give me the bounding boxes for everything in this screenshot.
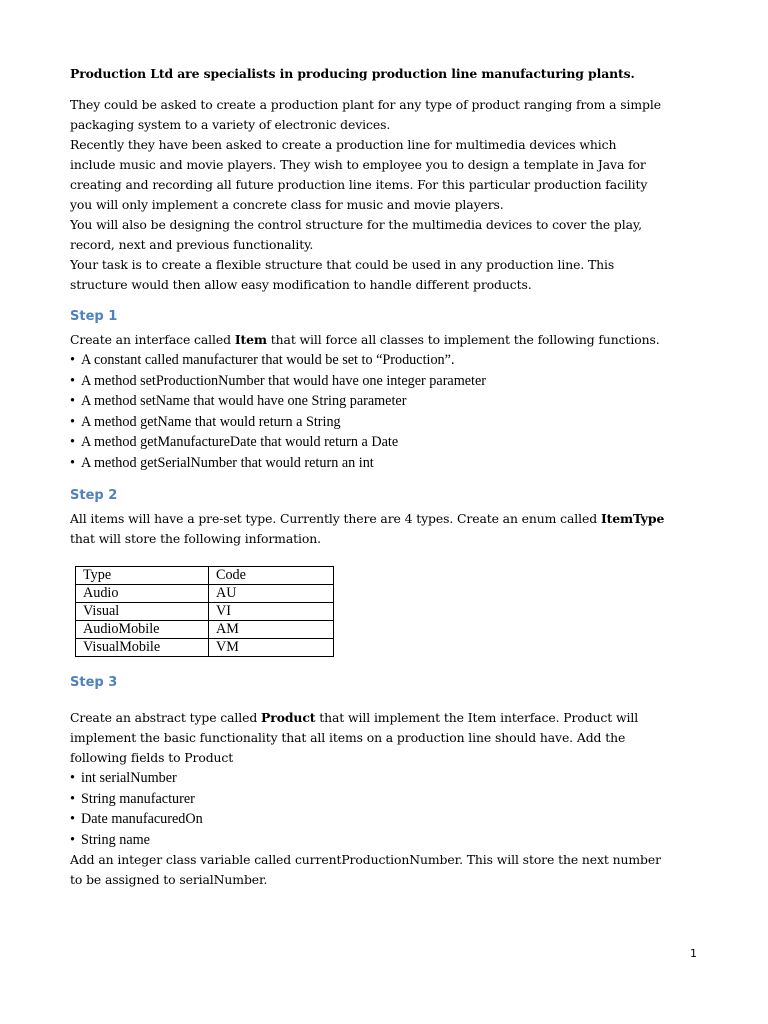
intro-line: Your task is to create a flexible structure that could be used in any production line. This (70, 257, 615, 272)
bullet-icon: • (70, 811, 75, 827)
step2-title: Step 2 (70, 488, 118, 503)
list-item (70, 371, 710, 392)
bullet-icon: • (70, 454, 75, 471)
list-item (70, 768, 710, 789)
list-item (70, 350, 710, 371)
step1-bullet-list (70, 350, 710, 473)
list-item (70, 432, 710, 453)
step3-line-text-end: that will implement the Item interface. Product will (315, 710, 639, 725)
bullet-icon: • (70, 770, 75, 786)
step1-intro-keyword: Item (234, 332, 267, 347)
bullet-icon: • (70, 434, 75, 450)
step3-closing-line: Add an integer class variable called currentProductionNumber. This will store the next number (70, 852, 661, 867)
bullet-icon: • (70, 352, 75, 368)
table-cell: AU (209, 585, 334, 603)
list-item (70, 830, 710, 851)
step3-line (70, 708, 710, 728)
intro-line: include music and movie players. They wish to employee you to design a template in Java for (70, 157, 646, 172)
step1-intro (70, 330, 710, 350)
table-row (76, 585, 334, 603)
list-item-text: A method getManufactureDate that would return a Date (81, 434, 399, 450)
table-header-row (76, 567, 334, 585)
list-item-text: A method setProductionNumber that would have one integer parameter (81, 372, 487, 389)
list-item (70, 789, 710, 810)
step3-line: following fields to Product (70, 750, 234, 765)
table-cell: VI (209, 603, 334, 621)
step3-bullet-list (70, 768, 710, 850)
step2-line (70, 509, 710, 529)
bullet-icon: • (70, 413, 75, 430)
table-header-cell: Code (209, 567, 334, 585)
table-cell: AM (209, 621, 334, 639)
list-item (70, 809, 710, 830)
bullet-icon: • (70, 831, 75, 848)
list-item-text: Date manufacuredOn (81, 811, 203, 827)
table-row (76, 603, 334, 621)
intro-line: packaging system to a variety of electronic devices. (70, 117, 391, 132)
table-row (76, 621, 334, 639)
step3-keyword: Product (261, 710, 316, 725)
table-header-cell: Type (76, 567, 209, 585)
list-item-text: String manufacturer (81, 790, 195, 807)
intro-line: structure would then allow easy modification to handle different products. (70, 277, 532, 292)
step2-line: that will store the following information. (70, 531, 321, 546)
table-cell: AudioMobile (76, 621, 209, 639)
list-item (70, 391, 710, 412)
list-item (70, 453, 710, 474)
list-item-text: A constant called manufacturer that would be set to “Production”. (81, 352, 455, 368)
list-item-text: A method setName that would have one String parameter (81, 393, 407, 409)
intro-line: You will also be designing the control structure for the multimedia devices to cover the play, (70, 217, 642, 232)
step2-keyword: ItemType (600, 511, 665, 526)
intro-line: They could be asked to create a production plant for any type of product ranging from a simple (70, 97, 661, 112)
table-cell: VM (209, 639, 334, 657)
step3-line: implement the basic functionality that all items on a production line should have. Add the (70, 730, 626, 745)
step1-intro-text: Create an interface called (70, 332, 235, 347)
intro-line: Recently they have been asked to create a production line for multimedia devices which (70, 137, 617, 152)
page-number: 1 (690, 947, 697, 960)
step1-title: Step 1 (70, 309, 118, 324)
bullet-icon: • (70, 393, 75, 409)
bullet-icon: • (70, 790, 75, 807)
intro-line: creating and recording all future production line items. For this particular production facility (70, 177, 648, 192)
list-item-text: String name (81, 831, 150, 848)
table-row (76, 639, 334, 657)
document-heading: Production Ltd are specialists in producing production line manufacturing plants. (70, 66, 635, 81)
list-item-text: A method getSerialNumber that would return an int (81, 454, 374, 471)
item-type-table (75, 566, 334, 657)
step3-line-text: Create an abstract type called (70, 710, 262, 725)
step3-title: Step 3 (70, 675, 118, 690)
intro-line: you will only implement a concrete class for music and movie players. (70, 197, 504, 212)
list-item-text: A method getName that would return a String (81, 413, 341, 430)
list-item (70, 412, 710, 433)
list-item-text: int serialNumber (81, 770, 177, 786)
table-cell: Audio (76, 585, 209, 603)
document-page (70, 64, 710, 890)
bullet-icon: • (70, 372, 75, 389)
table-cell: Visual (76, 603, 209, 621)
intro-line: record, next and previous functionality. (70, 237, 314, 252)
step1-intro-text-end: that will force all classes to implement the following functions. (266, 332, 660, 347)
table-cell: VisualMobile (76, 639, 209, 657)
step3-closing-line: to be assigned to serialNumber. (70, 872, 268, 887)
intro-section (70, 95, 710, 295)
step2-line-text: All items will have a pre-set type. Currently there are 4 types. Create an enum called (70, 511, 601, 526)
